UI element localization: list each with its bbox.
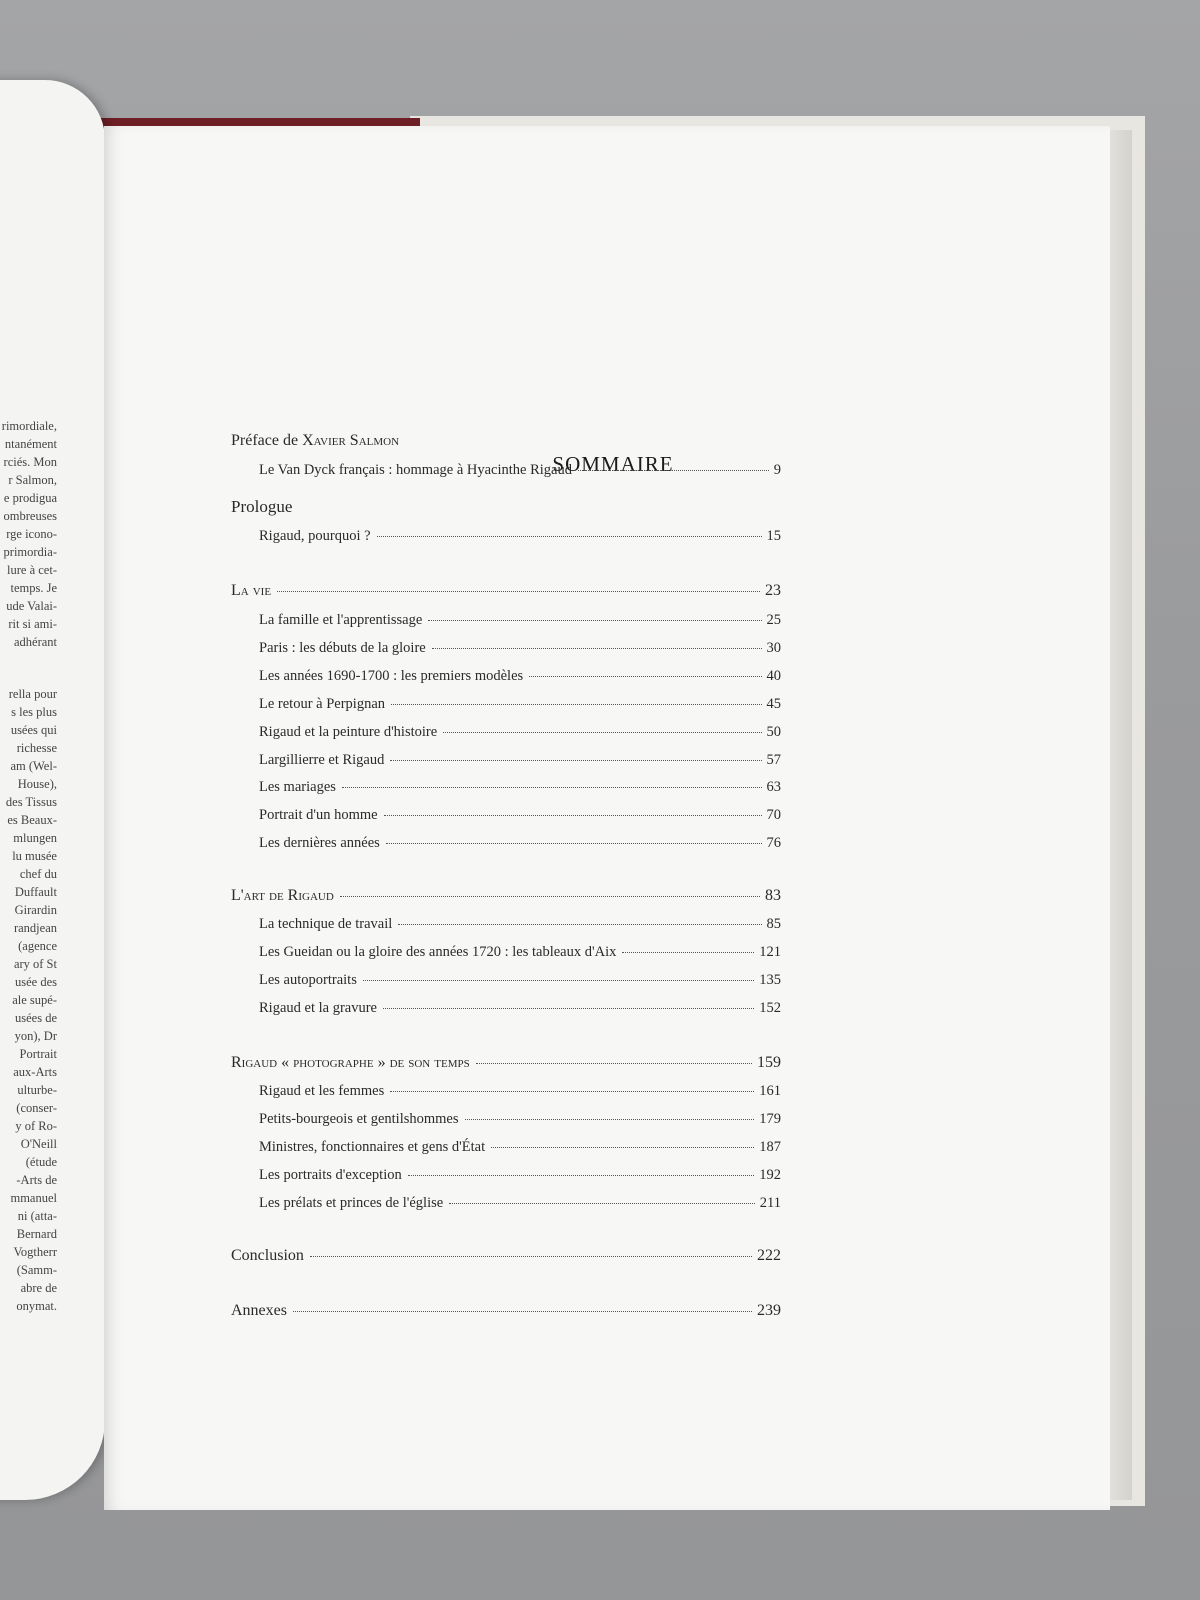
toc-entry[interactable] <box>259 528 781 545</box>
toc-entry-page: 30 <box>766 639 781 656</box>
toc-section[interactable] <box>231 887 781 905</box>
toc-entry[interactable] <box>259 1111 781 1128</box>
toc-section[interactable] <box>231 582 781 600</box>
toc-entry-label: Rigaud et la peinture d'histoire <box>259 723 438 740</box>
toc-entry-label: Rigaud et la gravure <box>259 1000 377 1016</box>
toc-section-page: 239 <box>757 1302 781 1319</box>
toc-entry[interactable] <box>259 1139 781 1156</box>
toc-section-page: 222 <box>757 1247 781 1264</box>
toc-entry-page: 25 <box>766 612 781 628</box>
toc-entry-page: 15 <box>766 528 781 544</box>
left-page-line: ary of St <box>13 957 57 971</box>
toc-entry-page: 121 <box>759 944 781 960</box>
prologue-heading: Prologue <box>231 497 293 516</box>
toc-entry[interactable] <box>259 612 781 629</box>
toc-entry-page: 45 <box>766 695 781 712</box>
dot-leader <box>428 620 761 621</box>
toc-entry-page: 76 <box>766 835 781 852</box>
dot-leader <box>390 1091 754 1092</box>
left-page-line: (Samm- <box>16 1263 57 1277</box>
toc-entry-label: Les années 1690-1700 : les premiers modèles <box>259 667 524 684</box>
left-page-line: es Beaux- <box>7 813 57 827</box>
preface-prefix: Préface de <box>231 432 303 449</box>
left-page-line: ntanément <box>4 437 57 451</box>
toc-section-page: 23 <box>765 582 781 599</box>
left-page-line: (agence <box>18 939 57 953</box>
dot-leader <box>310 1256 752 1257</box>
left-page-line: abre de <box>20 1281 57 1295</box>
toc-section[interactable] <box>231 1302 781 1320</box>
toc-entry-page: 187 <box>759 1139 781 1155</box>
toc-entry-label: Le Van Dyck français : hommage à Hyacinthe Rigaud <box>259 462 572 478</box>
dot-leader <box>383 1008 754 1009</box>
left-page-line: lure à cet- <box>7 563 57 577</box>
toc-section[interactable] <box>231 1247 781 1265</box>
toc-entry-label: Les mariages <box>259 779 336 796</box>
toc-entry-label: La technique de travail <box>259 916 393 932</box>
left-page-line: Bernard <box>16 1227 57 1241</box>
left-page-line: (conser- <box>16 1101 57 1115</box>
left-page-line: ombreuses <box>3 509 57 523</box>
left-page-line: rciés. Mon <box>3 455 57 469</box>
left-page-line: s les plus <box>11 705 57 719</box>
left-page-line: am (Wel- <box>10 759 57 773</box>
toc-entry-label: Petits-bourgeois et gentilshommes <box>259 1111 459 1127</box>
left-page-line: House), <box>17 777 57 791</box>
dot-leader <box>449 1203 755 1204</box>
toc-section-label: Rigaud « photographe » de son temps <box>231 1054 470 1071</box>
toc-entry-page: 192 <box>759 1167 781 1183</box>
page-title: SOMMAIRE <box>552 452 674 476</box>
left-page-line: rge icono- <box>6 527 57 541</box>
toc-entry-page: 179 <box>759 1111 781 1127</box>
toc-entry[interactable] <box>259 972 781 989</box>
toc-entry-label: La famille et l'apprentissage <box>259 612 423 628</box>
toc-entry[interactable] <box>259 835 781 852</box>
left-page-line: Girardin <box>14 903 57 917</box>
toc-entry[interactable] <box>259 1000 781 1017</box>
toc-entry[interactable] <box>259 944 781 961</box>
dot-leader <box>391 704 761 705</box>
left-page-line: r Salmon, <box>8 473 57 487</box>
toc-entry-page: 135 <box>759 972 781 988</box>
dot-leader <box>622 952 754 953</box>
left-page-line: Duffault <box>14 885 57 899</box>
dot-leader <box>476 1063 752 1064</box>
left-page-line: temps. Je <box>10 581 57 595</box>
dot-leader <box>293 1311 752 1312</box>
toc-entry-label: Ministres, fonctionnaires et gens d'État <box>259 1139 486 1155</box>
toc-entry[interactable] <box>259 724 781 741</box>
left-page-line: -Arts de <box>16 1173 57 1187</box>
dot-leader <box>363 980 754 981</box>
dot-leader <box>491 1147 754 1148</box>
toc-entry[interactable] <box>259 752 781 769</box>
dot-leader <box>465 1119 755 1120</box>
left-page-line: y of Ro- <box>15 1119 57 1133</box>
toc-entry[interactable] <box>259 1167 781 1184</box>
left-page-line: adhérant <box>13 635 57 649</box>
dot-leader <box>432 648 762 649</box>
toc-entry-page: 57 <box>766 751 781 768</box>
left-page-line: primordia- <box>3 545 57 559</box>
dot-leader <box>377 536 762 537</box>
toc-section-page: 159 <box>757 1054 781 1071</box>
toc-entry-page: 211 <box>759 1195 781 1211</box>
toc-entry-page: 70 <box>766 807 781 824</box>
dot-leader <box>390 760 761 761</box>
left-page-line: ulturbe- <box>17 1083 57 1097</box>
toc-entry-page: 40 <box>766 667 781 684</box>
left-page-line: chef du <box>19 867 57 881</box>
dot-leader <box>408 1175 755 1176</box>
toc-entry-page: 50 <box>766 723 781 740</box>
toc-entry[interactable] <box>259 779 781 796</box>
toc-entry-label: Les dernières années <box>259 835 380 852</box>
toc-entry-label: Rigaud et les femmes <box>259 1083 385 1099</box>
toc-entry-page: 152 <box>759 1000 781 1016</box>
left-page-line: richesse <box>16 741 57 755</box>
toc-entry-label: Les autoportraits <box>259 972 357 988</box>
left-page-line: mlungen <box>13 831 57 845</box>
toc-section-label: L'art de Rigaud <box>231 887 334 904</box>
left-page-line: Vogtherr <box>13 1245 57 1259</box>
dot-leader <box>529 676 761 677</box>
dot-leader <box>384 815 762 816</box>
dot-leader <box>386 843 762 844</box>
dot-leader <box>277 591 760 592</box>
left-page-line: rella pour <box>8 687 57 701</box>
toc-section-label: Annexes <box>231 1302 287 1319</box>
toc-entry[interactable] <box>259 1195 781 1212</box>
left-page-line: ni (atta- <box>17 1209 57 1223</box>
toc-entry[interactable] <box>259 696 781 713</box>
left-page-line: rimordiale, <box>1 419 57 433</box>
dot-leader <box>578 470 769 471</box>
toc-section[interactable] <box>231 1054 781 1072</box>
toc-entry[interactable] <box>259 1083 781 1100</box>
toc-entry[interactable] <box>259 807 781 824</box>
preface-author: Xavier Salmon <box>302 432 400 449</box>
toc-entry-label: Largillierre et Rigaud <box>259 751 385 768</box>
toc-section-label: Conclusion <box>231 1247 304 1264</box>
toc-section-page: 83 <box>765 887 781 904</box>
toc-entry[interactable] <box>259 916 781 933</box>
toc-entry-page: 63 <box>766 779 781 796</box>
left-page-line: usées qui <box>10 723 57 737</box>
left-page-line: ude Valai- <box>6 599 57 613</box>
toc-entry-label: Les Gueidan ou la gloire des années 1720 : les tableaux d'Aix <box>259 944 617 960</box>
dot-leader <box>398 924 761 925</box>
toc-entry-label: Les prélats et princes de l'église <box>259 1195 444 1211</box>
left-page-line: randjean <box>13 921 57 935</box>
toc-entry-label: Paris : les débuts de la gloire <box>259 639 426 656</box>
toc-entry-label: Portrait d'un homme <box>259 807 378 824</box>
toc-section-label: La vie <box>231 582 272 599</box>
left-page-line: onymat. <box>16 1299 57 1313</box>
toc-entry[interactable] <box>259 640 781 657</box>
left-page-line: usées de <box>15 1011 57 1025</box>
left-page-line: e prodigua <box>3 491 57 505</box>
dot-leader <box>342 787 762 788</box>
preface-heading <box>231 432 399 450</box>
left-page-line: lu musée <box>12 849 57 863</box>
dot-leader <box>340 896 760 897</box>
left-page-line: des Tissus <box>5 795 57 809</box>
left-page-line: (étude <box>25 1155 57 1169</box>
toc-entry-page: 9 <box>773 462 781 478</box>
left-page-line: aux-Arts <box>13 1065 57 1079</box>
dot-leader <box>443 732 761 733</box>
toc-entry-label: Les portraits d'exception <box>259 1167 402 1183</box>
left-page-line: Portrait <box>19 1047 57 1061</box>
toc-entry[interactable] <box>259 668 781 685</box>
left-page-line: mmanuel <box>10 1191 57 1205</box>
left-page-line: ale supé- <box>12 993 57 1007</box>
toc-entry-page: 161 <box>759 1083 781 1099</box>
left-page-line: rit si ami- <box>8 617 57 631</box>
toc-entry-page: 85 <box>766 916 781 932</box>
toc-entry-label: Rigaud, pourquoi ? <box>259 528 371 544</box>
left-page-line: yon), Dr <box>14 1029 57 1043</box>
toc-entry-label: Le retour à Perpignan <box>259 695 386 712</box>
toc-entry[interactable] <box>259 462 781 479</box>
left-page-line: usée des <box>15 975 57 989</box>
left-page-line: O'Neill <box>20 1137 57 1151</box>
